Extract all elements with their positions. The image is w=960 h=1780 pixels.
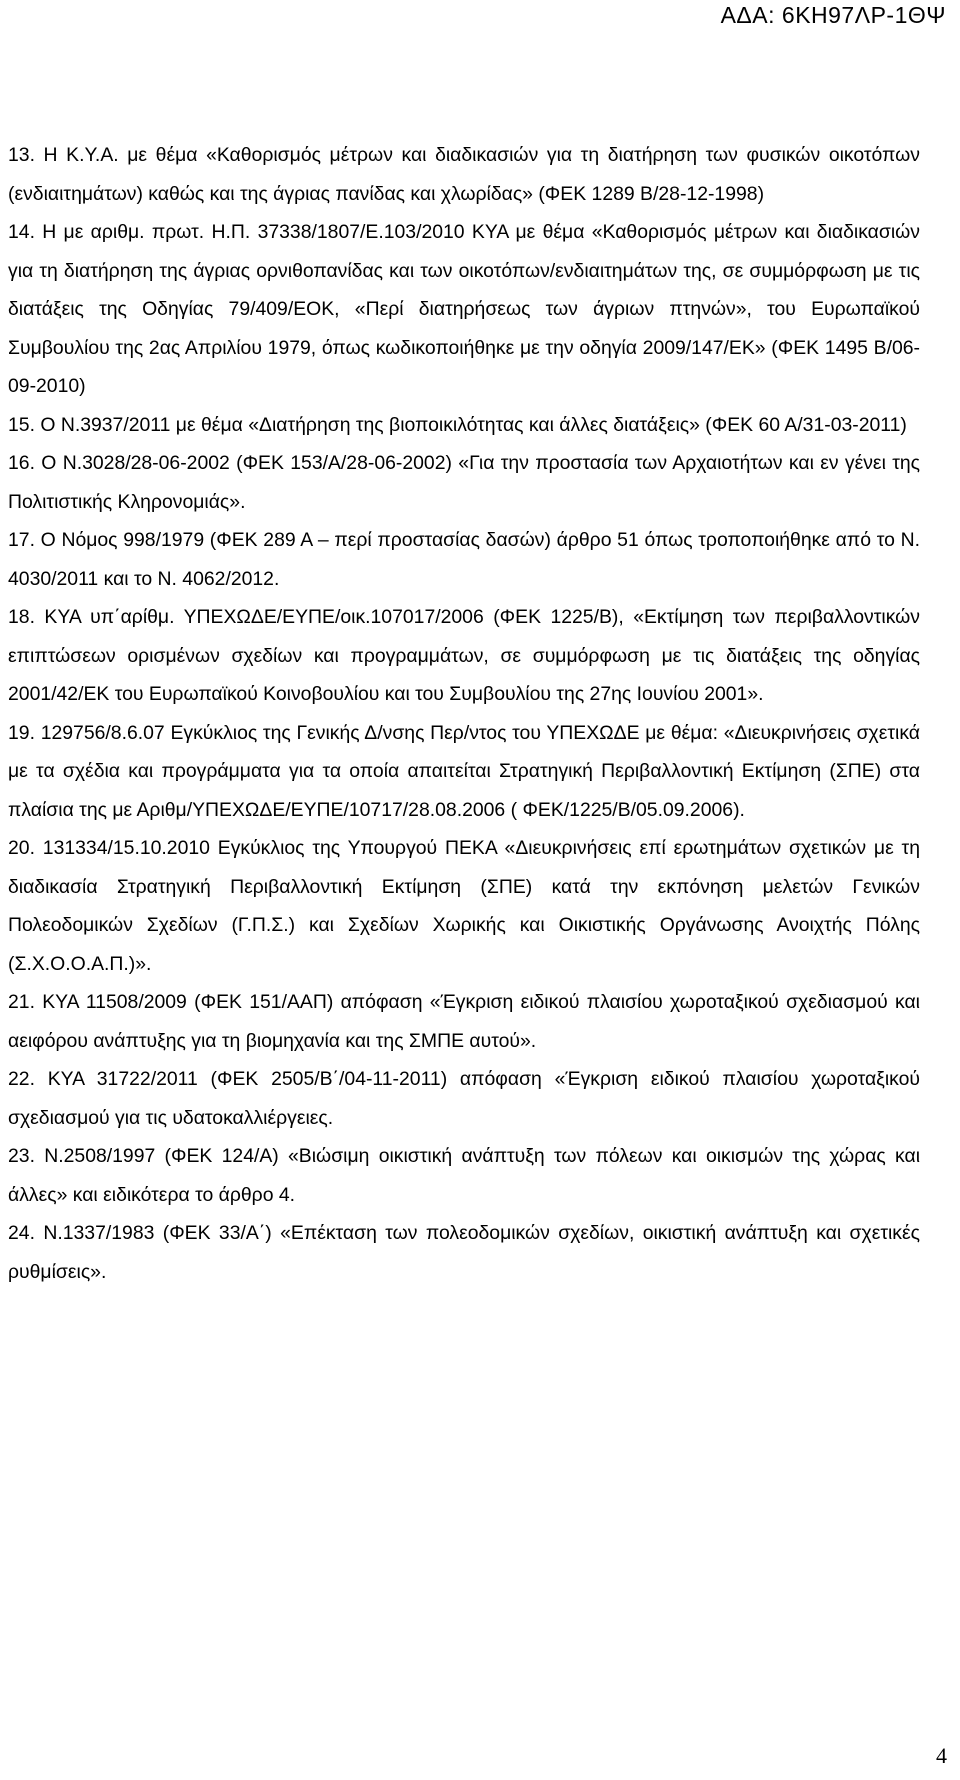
- list-item-24: 24. Ν.1337/1983 (ΦΕΚ 33/Α΄) «Επέκταση των πολεοδομικών σχεδίων, οικιστική ανάπτυξη και σχετικές ρυθμίσεις».: [8, 1222, 920, 1283]
- ada-code: ΑΔΑ: 6ΚΗ97ΛΡ-1ΘΨ: [720, 2, 946, 28]
- list-item-19: 19. 129756/8.6.07 Εγκύκλιος της Γενικής Δ/νσης Περ/ντος του ΥΠΕΧΩΔΕ με θέμα: «Διευκρινήσεις σχετικά με τα σχέδια και προγράμματα για τα οποία απαιτείται Στρατηγική Περιβαλλοντική Εκτίμηση (ΣΠΕ) στα πλαίσια της με Αριθμ/ΥΠΕΧΩΔΕ/ΕΥΠΕ/10717/28.08.2006 ( ΦΕΚ/1225/Β/05.09.2006).: [8, 721, 920, 821]
- list-item-18: 18. ΚΥΑ υπ΄αρίθμ. ΥΠΕΧΩΔΕ/ΕΥΠΕ/οικ.107017/2006 (ΦΕΚ 1225/Β), «Εκτίμηση των περιβαλλοντικών επιπτώσεων ορισμένων σχεδίων και προγραμμάτων, σε συμμόρφωση με τις διατάξεις της οδηγίας 2001/42/ΕΚ του Ευρωπαϊκού Κοινοβουλίου και του Συμβουλίου της 27ης Ιουνίου 2001».: [8, 606, 920, 705]
- list-item-15: 15. Ο Ν.3937/2011 με θέμα «Διατήρηση της βιοποικιλότητας και άλλες διατάξεις» (ΦΕΚ 60 Α/31-03-2011): [8, 413, 907, 436]
- page-number: 4: [936, 1743, 947, 1768]
- list-item-20: 20. 131334/15.10.2010 Εγκύκλιος της Υπουργού ΠΕΚΑ «Διευκρινήσεις επί ερωτημάτων σχετικών με τη διαδικασία Στρατηγική Περιβαλλοντική Εκτίμηση (ΣΠΕ) κατά την εκπόνηση μελετών Γενικών Πολεοδομικών Σχεδίων (Γ.Π.Σ.) και Σχεδίων Χωρικής και Οικιστικής Οργάνωσης Ανοιχτής Πόλης (Σ.Χ.Ο.Ο.Α.Π.)».: [8, 837, 920, 975]
- list-item-22: 22. ΚΥΑ 31722/2011 (ΦΕΚ 2505/Β΄/04-11-2011) απόφαση «Έγκριση ειδικού πλαισίου χωροταξικού σχεδιασμού για τις υδατοκαλλιέργειες.: [8, 1068, 920, 1129]
- list-item-14: 14. Η με αριθμ. πρωτ. Η.Π. 37338/1807/Ε.103/2010 ΚΥΑ με θέμα «Καθορισμός μέτρων και διαδικασιών για τη διατήρηση της άγριας ορνιθοπανίδας και των οικοτόπων/ενδιαιτημάτων της, σε συμμόρφωση με τις διατάξεις της Οδηγίας 79/409/ΕΟΚ, «Περί διατηρήσεως των άγριων πτηνών», του Ευρωπαϊκού Συμβουλίου της 2ας Απριλίου 1979, όπως κωδικοποιήθηκε με την οδηγία 2009/147/ΕΚ» (ΦΕΚ 1495 Β/06-09-2010): [8, 221, 920, 397]
- list-item-16: 16. Ο Ν.3028/28-06-2002 (ΦΕΚ 153/Α/28-06-2002) «Για την προστασία των Αρχαιοτήτων και εν γένει της Πολιτιστικής Κληρονομιάς».: [8, 452, 920, 513]
- legislation-list: [8, 136, 920, 1291]
- list-item-17: 17. Ο Νόμος 998/1979 (ΦΕΚ 289 Α – περί προστασίας δασών) άρθρο 51 όπως τροποποιήθηκε από το Ν. 4030/2011 και το Ν. 4062/2012.: [8, 529, 920, 590]
- list-item-21: 21. ΚΥΑ 11508/2009 (ΦΕΚ 151/ΑΑΠ) απόφαση «Έγκριση ειδικού πλαισίου χωροταξικού σχεδιασμού και αειφόρου ανάπτυξης για τη βιομηχανία και της ΣΜΠΕ αυτού».: [8, 991, 920, 1052]
- list-item-23: 23. Ν.2508/1997 (ΦΕΚ 124/Α) «Βιώσιμη οικιστική ανάπτυξη των πόλεων και οικισμών της χώρας και άλλες» και ειδικότερα το άρθρο 4.: [8, 1145, 920, 1206]
- list-item-13: 13. Η Κ.Υ.Α. με θέμα «Καθορισμός μέτρων και διαδικασιών για τη διατήρηση των φυσικών οικοτόπων (ενδιαιτημάτων) καθώς και της άγριας πανίδας και χλωρίδας» (ΦΕΚ 1289 Β/28-12-1998): [8, 144, 920, 205]
